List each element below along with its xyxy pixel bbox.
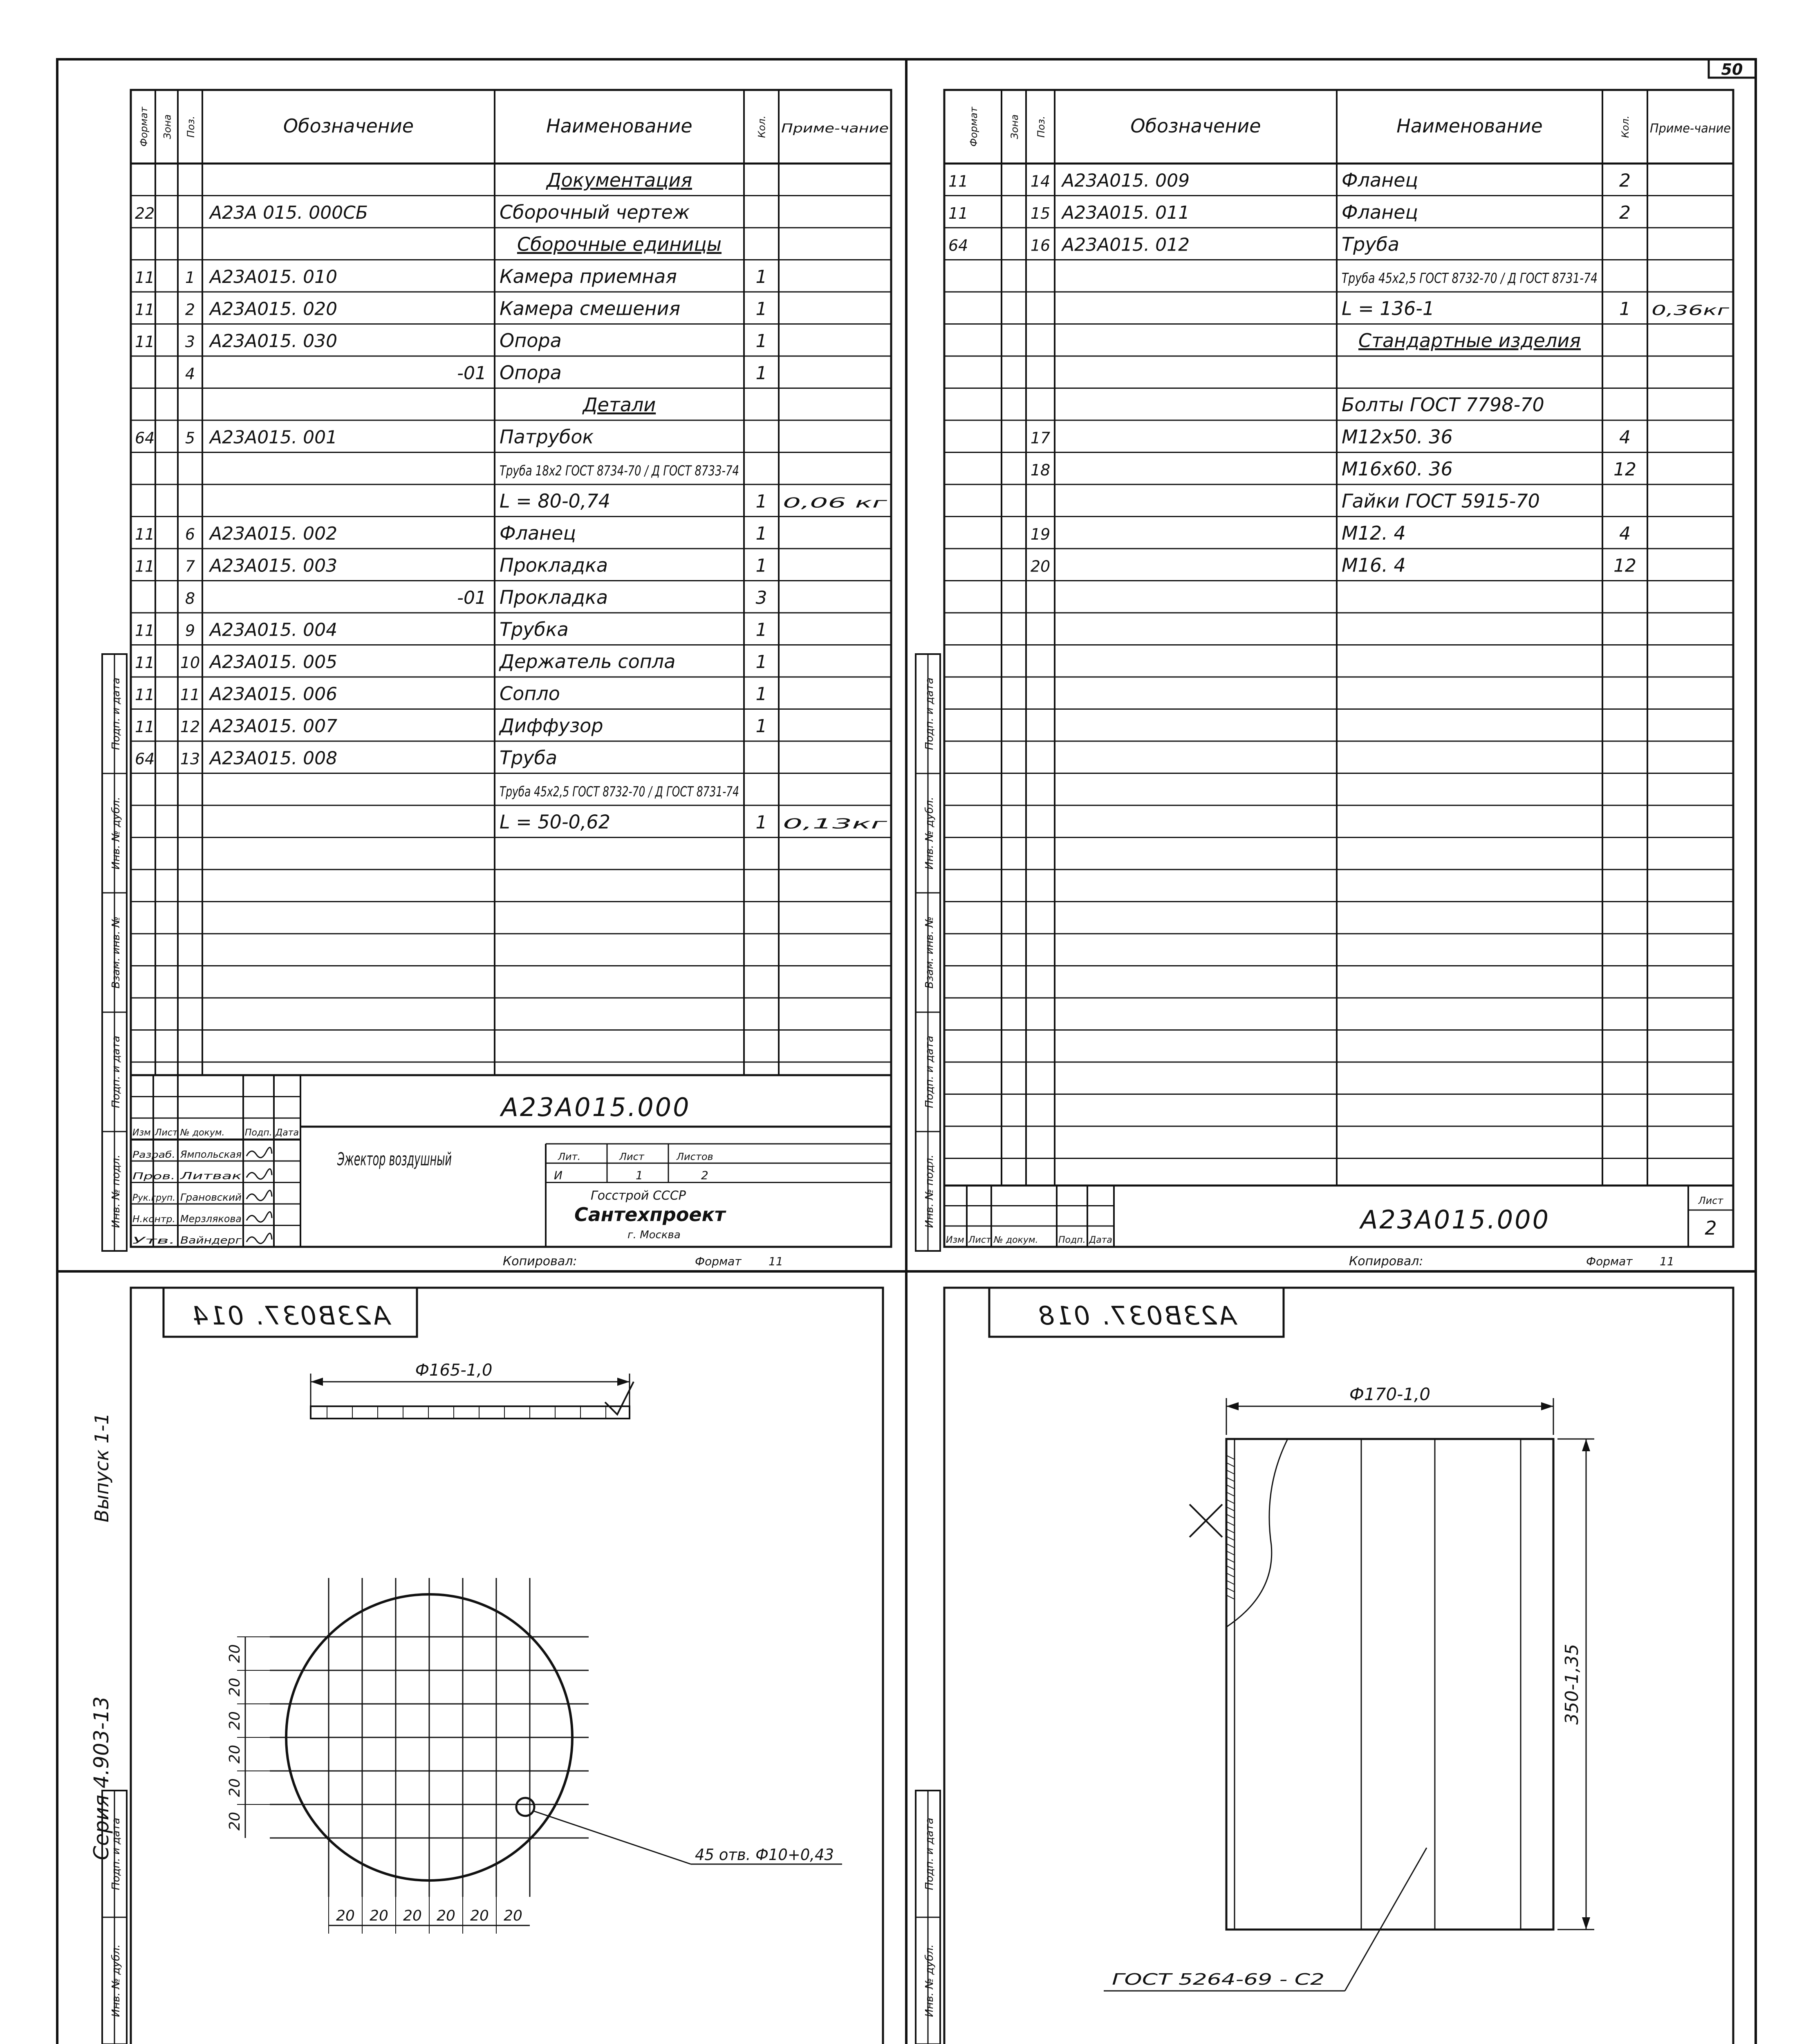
weld-cross-mark bbox=[1190, 1504, 1222, 1537]
top-left-row-name: Прокладка bbox=[500, 586, 608, 609]
top-left-hdr-designation: Обозначение bbox=[283, 115, 414, 137]
top-right-hdr-note: Приме-чание bbox=[1650, 121, 1731, 136]
pitch-h-label: 20 bbox=[437, 1907, 455, 1924]
top-left-row-format: 11 bbox=[135, 525, 155, 544]
top-left-row-name: Детали bbox=[583, 394, 656, 416]
bottom-left-side-label-4: Подп. и дата bbox=[110, 1818, 122, 1890]
glass-break-line bbox=[1226, 1439, 1288, 1627]
top-left-row-format: 11 bbox=[135, 621, 155, 640]
pitch-v-label: 20 bbox=[226, 1812, 243, 1831]
tr-doc-code: А23А015.000 bbox=[1360, 1205, 1551, 1235]
top-right-row-qty: 12 bbox=[1613, 459, 1636, 480]
br-mirrored-code: А23В037. 018 bbox=[1037, 1301, 1236, 1331]
weld-hatch bbox=[1226, 1588, 1235, 1592]
top-left-row-name: Трубка bbox=[500, 618, 569, 641]
weld-hatch bbox=[1226, 1507, 1235, 1511]
top-right-hdr-qty: Кол. bbox=[1620, 115, 1631, 138]
top-right-row-pos: 16 bbox=[1030, 236, 1051, 255]
top-left-row-designation: А23А 015. 000СБ bbox=[210, 202, 368, 224]
weld-hatch bbox=[1226, 1595, 1235, 1599]
tl-lbl-izm: Изм bbox=[132, 1127, 151, 1138]
top-right-row-qty: 1 bbox=[1619, 298, 1631, 320]
top-left-side-label-0: Инв. № подл. bbox=[110, 1154, 122, 1228]
top-left-row-pos: 12 bbox=[180, 718, 200, 736]
top-right-hdr-zone: Зона bbox=[1009, 114, 1020, 139]
top-left-row-note: 0,13кг bbox=[783, 816, 888, 832]
top-right-row-name: М16. 4 bbox=[1342, 554, 1406, 576]
top-left-row-designation: А23А015. 002 bbox=[210, 523, 338, 545]
top-left-row-qty: 1 bbox=[755, 619, 767, 641]
top-left-row-pos: 2 bbox=[185, 300, 195, 319]
tl-person-name: Литвак bbox=[179, 1170, 242, 1182]
top-right-row-name: Фланец bbox=[1342, 201, 1418, 224]
top-left-row-pos: 5 bbox=[185, 429, 195, 447]
tl-lbl-razrab: Разраб. bbox=[132, 1150, 175, 1160]
top-right-row-name: М12. 4 bbox=[1342, 522, 1406, 545]
weld-hatch bbox=[1226, 1522, 1235, 1526]
top-left-row-name: Опора bbox=[500, 361, 562, 384]
tl-copied-label: Копировал: bbox=[503, 1254, 577, 1269]
weld-hatch bbox=[1226, 1514, 1235, 1518]
tl-lbl-prov: Пров. bbox=[132, 1171, 175, 1182]
top-left-row-qty: 1 bbox=[755, 298, 767, 320]
top-left-row-name: Камера приемная bbox=[500, 265, 677, 288]
weld-hatch bbox=[1226, 1485, 1235, 1489]
weld-hatch bbox=[1226, 1477, 1235, 1481]
tl-person-name: Вайндерг bbox=[180, 1235, 242, 1246]
top-left-side-label-4: Подп. и дата bbox=[110, 677, 122, 750]
top-left-row-name: Фланец bbox=[500, 522, 576, 545]
tl-lbl-utv: Утв. bbox=[132, 1236, 175, 1246]
tl-signature bbox=[246, 1148, 272, 1158]
top-left-hdr-name: Наименование bbox=[546, 115, 692, 137]
top-right-row-name: М12х50. 36 bbox=[1342, 426, 1453, 448]
top-right-row-name: Гайки ГОСТ 5915-70 bbox=[1342, 490, 1540, 512]
top-left-row-designation: А23А015. 008 bbox=[210, 748, 338, 769]
tl-company: Сантехпроект bbox=[574, 1204, 726, 1226]
top-right-row-name: Труба bbox=[1342, 233, 1400, 256]
top-left-row-name: Опора bbox=[500, 329, 562, 352]
top-right-row-pos: 19 bbox=[1030, 525, 1051, 544]
tl-lbl-data: Дата bbox=[276, 1127, 299, 1138]
top-left-row-pos: 7 bbox=[185, 557, 195, 576]
top-right-row-qty: 12 bbox=[1613, 555, 1636, 576]
weld-hatch bbox=[1226, 1463, 1235, 1467]
series-label: Серия 4.903-13 bbox=[90, 1696, 113, 1860]
top-left-row-format: 11 bbox=[135, 300, 155, 319]
top-right-row-designation: А23А015. 011 bbox=[1062, 202, 1190, 224]
tl-lbl-rukgrup: Рук.груп. bbox=[132, 1193, 175, 1203]
top-left-row-pos: 4 bbox=[185, 365, 195, 383]
top-left-row-pos: 9 bbox=[185, 621, 195, 640]
top-left-row-qty: 1 bbox=[755, 331, 767, 352]
top-right-row-qty: 4 bbox=[1619, 523, 1631, 545]
top-left-side-label-3: Инв. № дубл. bbox=[110, 797, 122, 870]
top-right-row-name: Труба 45х2,5 ГОСТ 8732-70 / Д ГОСТ 8731-74 bbox=[1342, 270, 1598, 287]
top-right-row-pos: 17 bbox=[1030, 429, 1051, 447]
top-right-row-pos: 14 bbox=[1030, 172, 1051, 191]
weld-hatch bbox=[1226, 1566, 1235, 1570]
top-right-side-label-2: Взам. инв. № bbox=[923, 916, 936, 989]
tl-doc-title: Эжектор воздушный bbox=[337, 1149, 452, 1170]
tr-copied-label: Копировал: bbox=[1349, 1254, 1423, 1269]
top-right-side-strip bbox=[916, 654, 940, 1251]
weld-hatch bbox=[1226, 1499, 1235, 1504]
tr-lbl-list: Лист bbox=[968, 1235, 991, 1245]
top-right-row-qty: 4 bbox=[1619, 427, 1631, 448]
disk-diameter-label: Ф165-1,0 bbox=[415, 1361, 493, 1380]
weld-hatch bbox=[1226, 1529, 1235, 1533]
top-right-row-name: L = 136-1 bbox=[1342, 297, 1435, 320]
top-left-row-designation: А23А015. 020 bbox=[210, 298, 338, 320]
top-left-row-pos: 6 bbox=[185, 525, 195, 544]
top-left-row-qty: 1 bbox=[755, 555, 767, 576]
weld-hatch bbox=[1226, 1573, 1235, 1577]
top-left-row-designation: А23А015. 003 bbox=[210, 555, 338, 576]
tl-listov: 2 bbox=[701, 1168, 708, 1182]
top-right-row-designation: А23А015. 012 bbox=[1062, 234, 1190, 256]
top-left-row-name: Сопло bbox=[500, 682, 560, 705]
top-left-hdr-pos: Поз. bbox=[185, 116, 197, 138]
tl-list: 1 bbox=[636, 1168, 643, 1182]
top-right-side-label-1: Подп. и дата bbox=[923, 1035, 936, 1108]
top-left-side-label-1: Подп. и дата bbox=[110, 1035, 122, 1108]
bottom-right-side-label-3: Инв. № дубл. bbox=[923, 1944, 936, 2017]
pitch-h-label: 20 bbox=[470, 1907, 489, 1924]
top-right-row-qty: 2 bbox=[1619, 170, 1631, 191]
top-left-row-qty: 1 bbox=[755, 652, 767, 673]
top-right-hdr-designation: Обозначение bbox=[1130, 115, 1261, 137]
bl-mirrored-code: А23В037. 014 bbox=[190, 1301, 390, 1331]
top-right-row-format: 11 bbox=[948, 172, 968, 191]
tl-lbl-list2: Лист bbox=[619, 1151, 644, 1163]
bl-mirrored-code-box bbox=[164, 1288, 417, 1337]
tr-sheet-label: Лист bbox=[1698, 1195, 1723, 1206]
tl-lbl-listov: Листов bbox=[677, 1151, 713, 1163]
top-left-row-name: L = 80-0,74 bbox=[500, 490, 610, 512]
top-left-row-designation: А23А015. 005 bbox=[210, 652, 338, 673]
tr-format: 11 bbox=[1660, 1255, 1674, 1268]
tr-lbl-data: Дата bbox=[1089, 1235, 1112, 1245]
top-left-row-format: 11 bbox=[135, 718, 155, 736]
pitch-v-label: 20 bbox=[226, 1711, 243, 1730]
top-left-row-name: Труба 18х2 ГОСТ 8734-70 / Д ГОСТ 8733-74 bbox=[500, 463, 739, 480]
top-left-row-designation: -01 bbox=[457, 363, 486, 384]
pitch-h-label: 20 bbox=[370, 1907, 388, 1924]
top-left-row-pos: 10 bbox=[180, 654, 200, 672]
top-right-row-name: М16х60. 36 bbox=[1342, 458, 1453, 480]
pitch-h-label: 20 bbox=[336, 1907, 355, 1924]
top-left-hdr-qty: Кол. bbox=[756, 115, 768, 138]
top-left-row-name: Патрубок bbox=[500, 426, 594, 448]
tr-lbl-podp: Подп. bbox=[1058, 1235, 1086, 1245]
top-right-hdr-format: Формат bbox=[968, 107, 979, 147]
top-right-spec-table bbox=[944, 90, 1733, 1186]
pitch-v-label: 20 bbox=[226, 1778, 243, 1797]
top-left-row-format: 64 bbox=[135, 750, 155, 768]
top-left-row-name: Сборочный чертеж bbox=[500, 201, 690, 224]
glass-height-label: 350-1,35 bbox=[1562, 1644, 1582, 1725]
top-right-row-pos: 18 bbox=[1030, 461, 1051, 480]
tl-signature bbox=[246, 1169, 272, 1179]
weld-hatch bbox=[1226, 1580, 1235, 1585]
top-left-row-qty: 1 bbox=[755, 684, 767, 705]
bottom-right-side-strip bbox=[916, 1791, 940, 2044]
top-left-row-name: Держатель сопла bbox=[500, 650, 676, 673]
top-left-row-designation: -01 bbox=[457, 587, 486, 609]
top-right-hdr-name: Наименование bbox=[1396, 115, 1543, 137]
weld-hatch bbox=[1226, 1558, 1235, 1562]
top-left-row-designation: А23А015. 001 bbox=[210, 427, 338, 448]
top-left-side-strip bbox=[102, 654, 127, 1251]
top-left-row-designation: А23А015. 030 bbox=[210, 331, 338, 352]
tr-lbl-ndokum: № докум. bbox=[994, 1235, 1038, 1245]
tl-lit: И bbox=[554, 1168, 562, 1182]
pitch-v-label: 20 bbox=[226, 1678, 243, 1697]
top-left-row-designation: А23А015. 010 bbox=[210, 267, 338, 288]
top-left-row-pos: 13 bbox=[180, 750, 200, 768]
tr-lbl-izm: Изм bbox=[946, 1235, 964, 1245]
pitch-v-label: 20 bbox=[226, 1745, 243, 1764]
tl-lbl-list: Лист bbox=[155, 1127, 178, 1138]
top-left-row-qty: 1 bbox=[755, 812, 767, 833]
weld-hatch bbox=[1226, 1544, 1235, 1548]
tl-person-name: Грановский bbox=[180, 1192, 242, 1203]
weld-leader bbox=[1345, 1848, 1427, 1991]
top-right-row-pos: 20 bbox=[1030, 557, 1051, 576]
top-right-row-name: Болты ГОСТ 7798-70 bbox=[1342, 394, 1544, 416]
tl-person-name: Мерзлякова bbox=[180, 1213, 242, 1225]
tl-lbl-lit: Лит. bbox=[558, 1151, 581, 1163]
weld-hatch bbox=[1226, 1470, 1235, 1474]
top-right-row-note: 0,36кг bbox=[1651, 302, 1730, 319]
top-left-row-name: Документация bbox=[546, 169, 692, 191]
top-right-row-name: Фланец bbox=[1342, 169, 1418, 191]
top-left-row-name: L = 50-0,62 bbox=[500, 811, 610, 833]
top-left-row-format: 22 bbox=[135, 204, 155, 223]
top-left-row-pos: 8 bbox=[185, 589, 195, 608]
top-left-row-note: 0,06 кг bbox=[783, 495, 888, 511]
top-left-row-format: 11 bbox=[135, 557, 155, 576]
tl-person-name: Ямпольская bbox=[180, 1149, 242, 1160]
bottom-left-side-label-3: Инв. № дубл. bbox=[110, 1944, 122, 2017]
top-left-side-label-2: Взам. инв. № bbox=[110, 916, 122, 989]
top-left-row-name: Камера смешения bbox=[500, 297, 681, 320]
top-left-row-designation: А23А015. 006 bbox=[210, 684, 338, 705]
top-right-row-format: 64 bbox=[948, 236, 968, 255]
top-left-hdr-zone: Зона bbox=[161, 114, 173, 139]
weld-hatch bbox=[1226, 1551, 1235, 1555]
top-right-hdr-pos: Поз. bbox=[1035, 116, 1047, 138]
top-left-row-qty: 1 bbox=[755, 716, 767, 737]
page-number: 50 bbox=[1721, 61, 1743, 78]
top-right-row-designation: А23А015. 009 bbox=[1062, 170, 1190, 191]
tl-signature bbox=[246, 1190, 272, 1201]
disk-drawing bbox=[159, 1361, 871, 2044]
br-mirrored-code-box bbox=[989, 1288, 1284, 1337]
top-left-row-format: 11 bbox=[135, 333, 155, 351]
weld-hatch bbox=[1226, 1536, 1235, 1540]
top-left-row-qty: 3 bbox=[755, 587, 767, 609]
top-left-row-format: 11 bbox=[135, 654, 155, 672]
top-left-row-qty: 1 bbox=[755, 523, 767, 545]
tl-doc-code: А23А015.000 bbox=[501, 1092, 691, 1122]
top-left-spec-frame bbox=[131, 90, 891, 1075]
top-left-row-name: Труба 45х2,5 ГОСТ 8732-70 / Д ГОСТ 8731-74 bbox=[500, 784, 739, 800]
top-left-hdr-format: Формат bbox=[138, 107, 150, 147]
top-left-row-name: Сборочные единицы bbox=[517, 233, 722, 256]
weld-note: ГОСТ 5264-69 - С2 bbox=[1112, 1970, 1324, 1988]
tl-signature bbox=[246, 1233, 272, 1244]
top-left-spec-table bbox=[131, 90, 891, 1075]
top-left-row-name: Диффузор bbox=[500, 715, 603, 737]
weld-hatch bbox=[1226, 1455, 1235, 1459]
tl-format-label: Формат bbox=[695, 1255, 742, 1268]
bl-drawing-frame bbox=[131, 1288, 883, 2044]
glass-body bbox=[1226, 1439, 1553, 1930]
top-left-row-qty: 1 bbox=[755, 267, 767, 288]
top-right-side-label-4: Подп. и дата bbox=[923, 677, 936, 750]
top-left-row-designation: А23А015. 004 bbox=[210, 619, 338, 641]
tl-lbl-ndokum: № докум. bbox=[180, 1127, 225, 1138]
hole-note: 45 отв. Ф10+0,43 bbox=[695, 1846, 834, 1864]
top-right-side-label-0: Инв. № подл. bbox=[923, 1154, 936, 1228]
tl-lbl-nkontr: Н.контр. bbox=[132, 1214, 175, 1225]
top-left-row-pos: 1 bbox=[185, 269, 195, 287]
top-left-title-block bbox=[131, 1075, 891, 1269]
top-right-side-label-3: Инв. № дубл. bbox=[923, 797, 936, 870]
top-right-title-block bbox=[944, 1186, 1733, 1269]
tr-sheet-number: 2 bbox=[1705, 1217, 1717, 1239]
disk-side-view bbox=[311, 1406, 630, 1419]
tr-format-label: Формат bbox=[1586, 1255, 1633, 1268]
top-right-row-format: 11 bbox=[948, 204, 968, 223]
bottom-right-side-label-4: Подп. и дата bbox=[923, 1818, 936, 1890]
tl-org: Госстрой СССР bbox=[591, 1188, 686, 1203]
tl-stamp-persons bbox=[131, 1075, 300, 1247]
top-left-row-pos: 11 bbox=[180, 686, 200, 704]
pitch-h-label: 20 bbox=[504, 1907, 522, 1924]
top-right-row-pos: 15 bbox=[1030, 204, 1051, 223]
top-left-row-name: Прокладка bbox=[500, 554, 608, 576]
top-left-row-qty: 1 bbox=[755, 491, 767, 512]
tl-format: 11 bbox=[769, 1255, 783, 1268]
glass-diameter-label: Ф170-1,0 bbox=[1349, 1384, 1431, 1404]
disk-hole bbox=[516, 1798, 534, 1816]
top-left-row-pos: 3 bbox=[185, 333, 195, 351]
tl-signature bbox=[246, 1212, 272, 1222]
tl-lbl-podp: Подп. bbox=[245, 1127, 272, 1138]
top-left-row-format: 11 bbox=[135, 686, 155, 704]
glass-drawing bbox=[1104, 1384, 1594, 1991]
top-left-row-name: Труба bbox=[500, 746, 558, 769]
weld-hatch bbox=[1226, 1492, 1235, 1496]
top-right-row-qty: 2 bbox=[1619, 202, 1631, 224]
pitch-h-label: 20 bbox=[403, 1907, 422, 1924]
tl-city: г. Москва bbox=[627, 1229, 681, 1241]
issue-label: Выпуск 1-1 bbox=[91, 1412, 113, 1523]
top-left-hdr-note: Приме-чание bbox=[781, 121, 889, 136]
top-right-row-name: Стандартные изделия bbox=[1358, 329, 1581, 352]
top-left-row-qty: 1 bbox=[755, 363, 767, 384]
top-left-row-format: 64 bbox=[135, 429, 155, 447]
top-left-row-designation: А23А015. 007 bbox=[210, 716, 338, 737]
pitch-v-label: 20 bbox=[226, 1644, 243, 1663]
top-left-row-format: 11 bbox=[135, 269, 155, 287]
